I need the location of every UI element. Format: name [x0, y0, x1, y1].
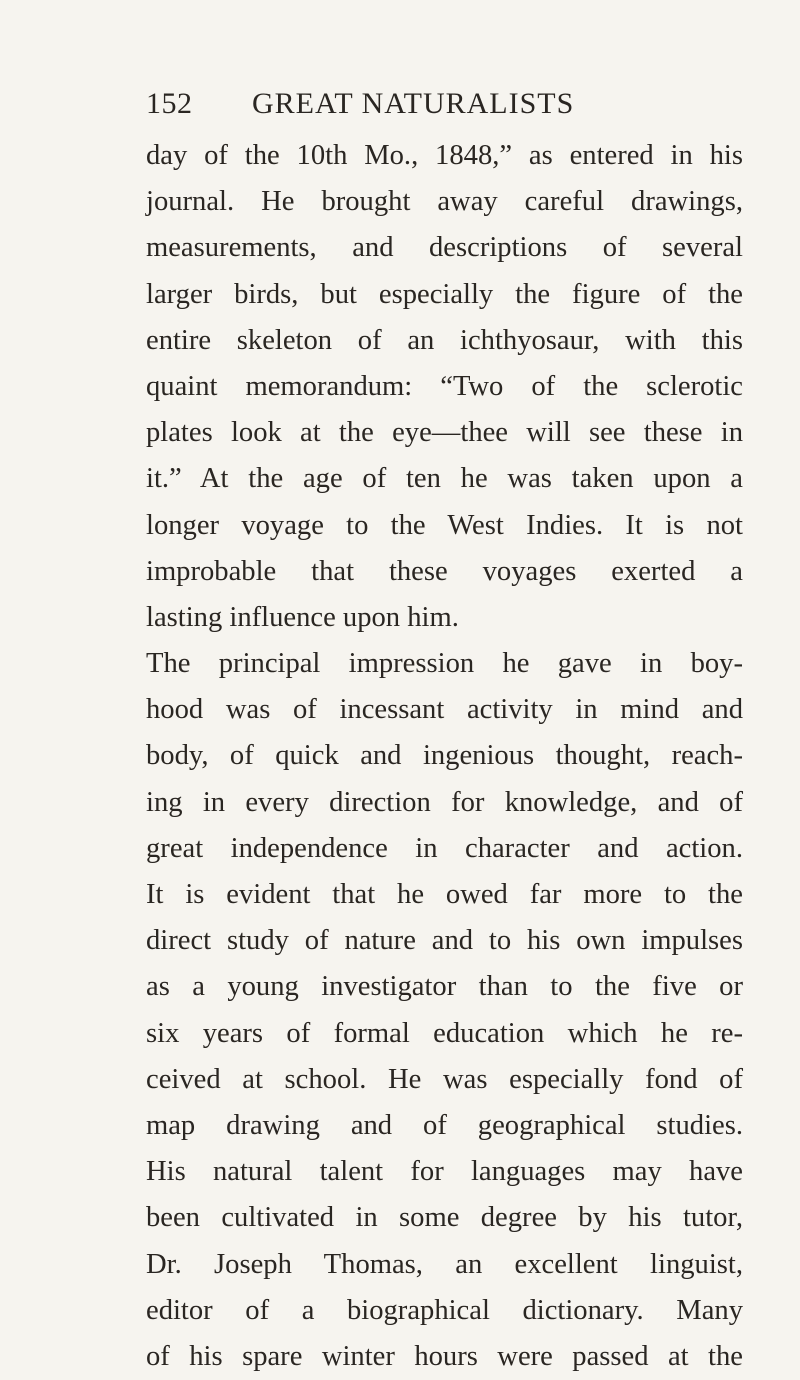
text-line: been cultivated in some degree by his tutor,: [146, 1202, 743, 1234]
text-line: as a young investigator than to the five or: [146, 971, 743, 1003]
text-line: quaint memorandum: “Two of the sclerotic: [146, 370, 743, 402]
text-line: of his spare winter hours were passed at the: [146, 1340, 743, 1372]
text-line: map drawing and of geographical studies.: [146, 1109, 743, 1141]
text-line: larger birds, but especially the figure of the: [146, 278, 743, 310]
body-text: [146, 133, 743, 1380]
text-line: great independence in character and action.: [146, 832, 743, 864]
text-line-paragraph-start: The principal impression he gave in boy-: [146, 648, 743, 680]
page-number: 152: [146, 87, 193, 120]
running-head: [146, 84, 686, 124]
text-line: Dr. Joseph Thomas, an excellent linguist,: [146, 1248, 743, 1280]
text-line: direct study of nature and to his own impulses: [146, 925, 743, 957]
text-line: editor of a biographical dictionary. Many: [146, 1294, 743, 1326]
text-line-paragraph-end: lasting influence upon him.: [146, 601, 459, 633]
text-line: six years of formal education which he re-: [146, 1017, 743, 1049]
text-line: journal. He brought away careful drawings,: [146, 186, 743, 218]
running-title: GREAT NATURALISTS: [252, 87, 575, 120]
text-line: longer voyage to the West Indies. It is not: [146, 509, 743, 541]
text-line: plates look at the eye—thee will see these in: [146, 417, 743, 449]
text-line: improbable that these voyages exerted a: [146, 555, 743, 587]
text-line: day of the 10th Mo., 1848,” as entered in his: [146, 140, 743, 171]
text-line: His natural talent for languages may have: [146, 1156, 743, 1188]
text-line: ceived at school. He was especially fond of: [146, 1063, 743, 1095]
text-line: hood was of incessant activity in mind and: [146, 694, 743, 726]
text-line: It is evident that he owed far more to the: [146, 879, 743, 910]
text-line: it.” At the age of ten he was taken upon a: [146, 463, 743, 495]
text-line: entire skeleton of an ichthyosaur, with this: [146, 324, 743, 356]
text-line: body, of quick and ingenious thought, reach-: [146, 740, 743, 772]
text-line: measurements, and descriptions of several: [146, 232, 743, 264]
text-line: ing in every direction for knowledge, and of: [146, 786, 743, 818]
